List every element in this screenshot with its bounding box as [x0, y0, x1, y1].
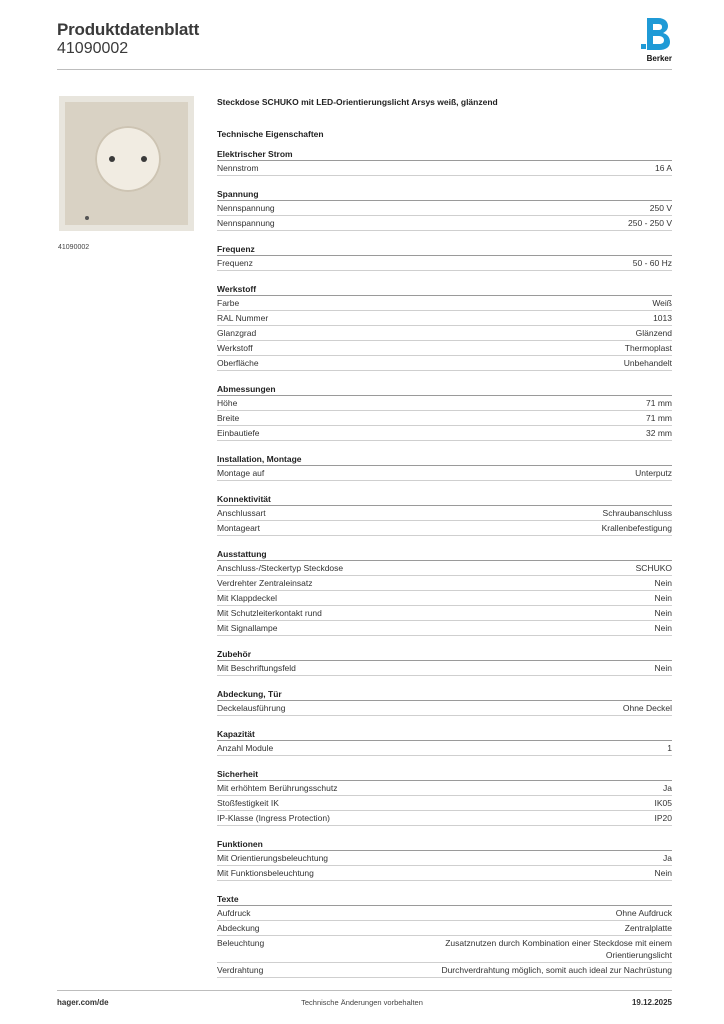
property-row	[217, 341, 672, 356]
property-row	[217, 591, 672, 606]
property-value: Krallenbefestigung	[601, 523, 672, 533]
property-row	[217, 356, 672, 371]
property-row	[217, 741, 672, 756]
property-label: Werkstoff	[217, 343, 253, 353]
property-row	[217, 506, 672, 521]
property-label: Nennstrom	[217, 163, 259, 173]
property-row	[217, 216, 672, 231]
property-value: IK05	[654, 798, 672, 808]
property-group	[217, 383, 672, 441]
property-row	[217, 866, 672, 881]
property-group	[217, 768, 672, 826]
property-row	[217, 701, 672, 716]
property-label: Beleuchtung	[217, 938, 265, 948]
socket-pin-right	[141, 156, 147, 162]
property-label: Verdrehter Zentraleinsatz	[217, 578, 313, 588]
property-row	[217, 851, 672, 866]
image-caption: 41090002	[58, 244, 90, 251]
property-row	[217, 326, 672, 341]
product-name: Steckdose SCHUKO mit LED-Orientierungslicht Arsys weiß, glänzend	[217, 97, 498, 107]
property-row	[217, 811, 672, 826]
group-title: Sicherheit	[217, 768, 672, 781]
property-value: 250 - 250 V	[628, 218, 672, 228]
property-row	[217, 576, 672, 591]
document-number: 41090002	[57, 40, 129, 57]
cover-plate	[65, 102, 188, 225]
property-value: Schraubanschluss	[602, 508, 672, 518]
property-value: Ja	[663, 783, 672, 793]
property-label: Farbe	[217, 298, 240, 308]
footer-date: 19.12.2025	[631, 998, 672, 1007]
property-group	[217, 548, 672, 636]
logo-wordmark: Berker	[646, 54, 672, 63]
group-title: Elektrischer Strom	[217, 148, 672, 161]
property-row	[217, 311, 672, 326]
property-value: IP20	[654, 813, 672, 823]
property-value: Ohne Deckel	[622, 703, 672, 713]
property-row	[217, 561, 672, 576]
group-title: Spannung	[217, 188, 672, 201]
property-group	[217, 243, 672, 271]
property-value: Ohne Aufdruck	[615, 908, 672, 918]
property-value: 16 A	[654, 163, 672, 173]
section-title: Technische Eigenschaften	[217, 129, 324, 139]
property-label: Nennspannung	[217, 218, 275, 228]
property-row	[217, 796, 672, 811]
group-title: Texte	[217, 893, 672, 906]
property-value: Nein	[654, 593, 672, 603]
property-value: Unbehandelt	[623, 358, 672, 368]
property-group	[217, 688, 672, 716]
property-row	[217, 396, 672, 411]
property-value: 71 mm	[646, 413, 672, 423]
property-label: Verdrahtung	[217, 965, 264, 975]
property-label: Montage auf	[217, 468, 265, 478]
property-label: Anschluss-/Steckertyp Steckdose	[217, 563, 344, 573]
property-row	[217, 661, 672, 676]
property-value: 32 mm	[646, 428, 672, 438]
socket-outlet	[95, 126, 161, 192]
property-row	[217, 296, 672, 311]
property-value: Unterputz	[635, 468, 672, 478]
group-title: Installation, Montage	[217, 453, 672, 466]
property-group	[217, 148, 672, 176]
property-value: Weiß	[652, 298, 672, 308]
property-row	[217, 161, 672, 176]
group-title: Frequenz	[217, 243, 672, 256]
property-label: Mit Beschriftungsfeld	[217, 663, 296, 673]
property-value: 50 - 60 Hz	[632, 258, 672, 268]
property-label: Abdeckung	[217, 923, 260, 933]
property-label: Breite	[217, 413, 240, 423]
property-group	[217, 188, 672, 231]
property-value: Zusatznutzen durch Kombination einer Steckdose mit einem Orientierungslicht	[445, 938, 672, 960]
property-label: Einbautiefe	[217, 428, 260, 438]
property-value: Thermoplast	[624, 343, 672, 353]
led-indicator	[85, 216, 89, 220]
property-row	[217, 466, 672, 481]
footer-website: hager.com/de	[57, 998, 109, 1007]
property-label: Deckelausführung	[217, 703, 286, 713]
berker-logo-icon	[638, 16, 672, 54]
property-row	[217, 936, 672, 963]
property-label: Frequenz	[217, 258, 253, 268]
group-title: Funktionen	[217, 838, 672, 851]
property-label: Mit Klappdeckel	[217, 593, 278, 603]
header-divider	[57, 69, 672, 70]
product-image	[59, 96, 194, 231]
property-value: 1	[667, 743, 672, 753]
property-label: Mit Schutzleiterkontakt rund	[217, 608, 322, 618]
group-title: Ausstattung	[217, 548, 672, 561]
property-value: Nein	[654, 868, 672, 878]
property-value: Zentralplatte	[624, 923, 672, 933]
property-row	[217, 906, 672, 921]
property-value: Nein	[654, 578, 672, 588]
group-title: Konnektivität	[217, 493, 672, 506]
property-label: Nennspannung	[217, 203, 275, 213]
group-title: Abmessungen	[217, 383, 672, 396]
property-group	[217, 893, 672, 978]
footer-disclaimer: Technische Änderungen vorbehalten	[301, 998, 423, 1007]
property-label: Montageart	[217, 523, 260, 533]
property-group	[217, 453, 672, 481]
property-row	[217, 921, 672, 936]
property-value: Nein	[654, 663, 672, 673]
property-row	[217, 781, 672, 796]
datasheet-content	[217, 96, 672, 978]
group-title: Zubehör	[217, 648, 672, 661]
property-row	[217, 256, 672, 271]
property-value: 250 V	[649, 203, 672, 213]
property-label: IP-Klasse (Ingress Protection)	[217, 813, 330, 823]
property-label: Höhe	[217, 398, 238, 408]
property-row	[217, 426, 672, 441]
property-row	[217, 521, 672, 536]
property-label: Glanzgrad	[217, 328, 257, 338]
property-value: Durchverdrahtung möglich, somit auch ideal zur Nachrüstung	[441, 965, 672, 975]
property-value: Glänzend	[635, 328, 672, 338]
property-label: Mit Orientierungsbeleuchtung	[217, 853, 329, 863]
group-title: Kapazität	[217, 728, 672, 741]
property-group	[217, 648, 672, 676]
property-groups	[217, 148, 672, 978]
group-title: Werkstoff	[217, 283, 672, 296]
socket-pin-left	[109, 156, 115, 162]
property-group	[217, 728, 672, 756]
property-value: 71 mm	[646, 398, 672, 408]
property-value: SCHUKO	[635, 563, 672, 573]
property-value: Nein	[654, 623, 672, 633]
property-label: Mit Signallampe	[217, 623, 278, 633]
document-title: Produktdatenblatt	[57, 20, 200, 39]
property-label: Mit Funktionsbeleuchtung	[217, 868, 314, 878]
property-label: Mit erhöhtem Berührungsschutz	[217, 783, 338, 793]
property-value: Nein	[654, 608, 672, 618]
property-label: RAL Nummer	[217, 313, 269, 323]
property-label: Anzahl Module	[217, 743, 274, 753]
property-label: Stoßfestigkeit IK	[217, 798, 279, 808]
property-label: Aufdruck	[217, 908, 251, 918]
property-row	[217, 963, 672, 978]
property-value: Ja	[663, 853, 672, 863]
property-group	[217, 493, 672, 536]
property-group	[217, 838, 672, 881]
property-label: Anschlussart	[217, 508, 266, 518]
page-header	[57, 20, 672, 70]
property-row	[217, 621, 672, 636]
property-row	[217, 411, 672, 426]
footer-divider	[57, 990, 672, 991]
property-row	[217, 606, 672, 621]
property-group	[217, 283, 672, 371]
property-label: Oberfläche	[217, 358, 259, 368]
group-title: Abdeckung, Tür	[217, 688, 672, 701]
property-value: 1013	[653, 313, 672, 323]
property-row	[217, 201, 672, 216]
